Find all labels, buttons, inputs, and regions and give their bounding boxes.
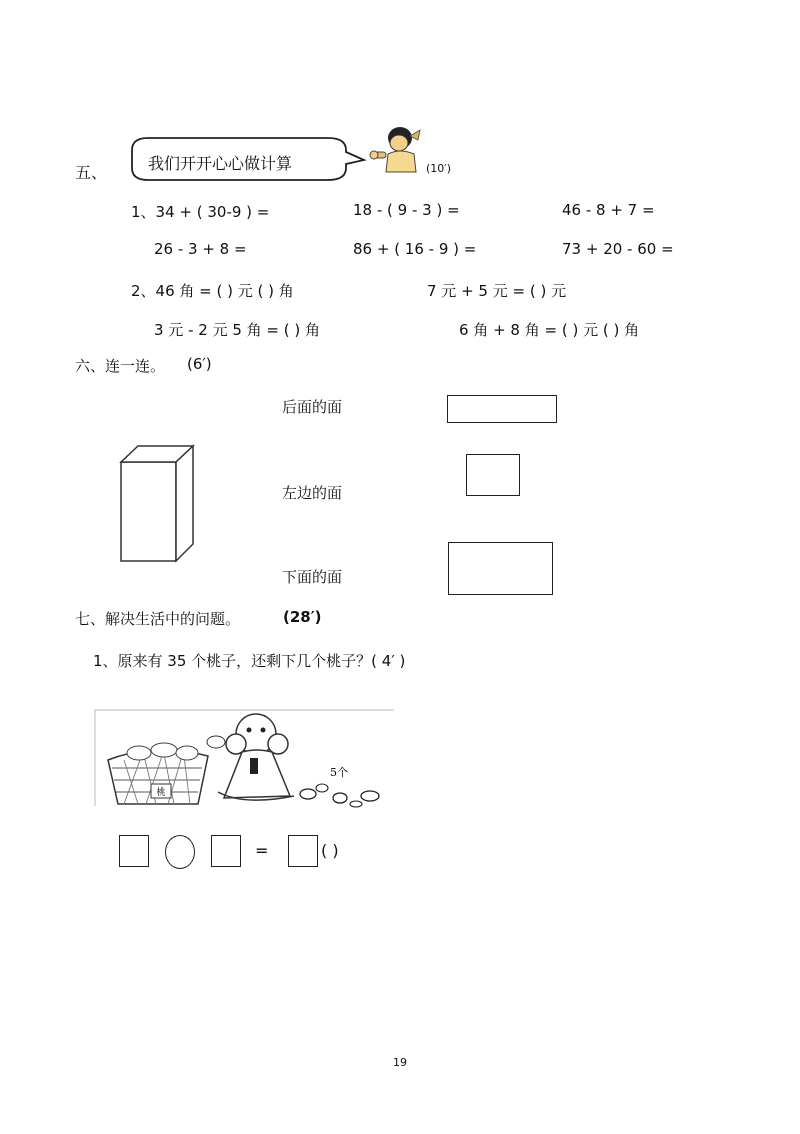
count-label: 5个	[330, 766, 348, 779]
calc-1-2: 18 - ( 9 - 3 ) =	[353, 201, 460, 219]
money-1: 2、46 角 = ( ) 元 ( ) 角	[131, 282, 294, 300]
calc-2-2: 86 + ( 16 - 9 ) =	[353, 240, 477, 258]
cartoon-child-icon	[368, 124, 426, 174]
equals-sign: =	[255, 841, 269, 860]
face-label-back: 后面的面	[282, 398, 343, 416]
answer-box-1[interactable]	[119, 835, 149, 867]
section7-title: 七、解决生活中的问题。	[75, 610, 241, 628]
calc-1-3: 46 - 8 + 7 =	[562, 201, 655, 219]
bubble-text: 我们开开心心做计算	[148, 154, 293, 173]
answer-box-2[interactable]	[211, 835, 241, 867]
money-4: 6 角 + 8 角 = ( ) 元 ( ) 角	[459, 321, 640, 339]
operator-circle[interactable]	[165, 835, 195, 869]
section5-label: 五、	[75, 163, 108, 182]
peach-monkey-illustration	[94, 708, 396, 808]
section6-score: (6′)	[187, 355, 212, 373]
face-label-bottom: 下面的面	[282, 568, 343, 586]
unit-parentheses: ( )	[321, 841, 339, 860]
section6-title: 六、连一连。	[75, 357, 166, 375]
face-rect-large	[448, 542, 553, 595]
basket-tag-text: 桃	[156, 788, 166, 798]
cuboid-drawing	[118, 444, 198, 564]
face-label-left: 左边的面	[282, 484, 343, 502]
section5-score: (10′)	[426, 162, 452, 175]
section7-score: (28′)	[283, 608, 322, 626]
calc-2-1: 26 - 3 + 8 =	[154, 240, 247, 258]
page-number: 19	[393, 1056, 407, 1069]
money-2: 7 元 + 5 元 = ( ) 元	[427, 282, 567, 300]
money-3: 3 元 - 2 元 5 角 = ( ) 角	[154, 321, 320, 339]
answer-box-result[interactable]	[288, 835, 318, 867]
question-1: 1、原来有 35 个桃子，还剩下几个桃子？( 4′ )	[93, 652, 406, 670]
calc-1-1: 1、34 + ( 30-9 ) =	[131, 203, 270, 221]
face-rect-small	[466, 454, 520, 496]
calc-2-3: 73 + 20 - 60 =	[562, 240, 674, 258]
face-rect-wide	[447, 395, 557, 423]
